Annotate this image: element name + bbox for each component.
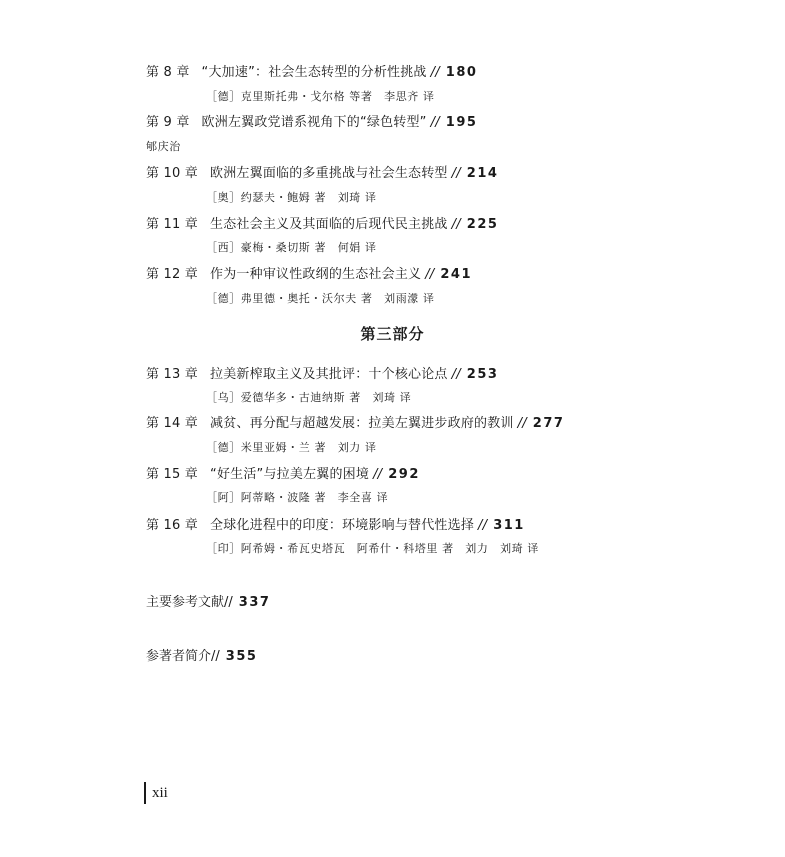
chapter-number: 第 11 章 [146, 217, 199, 232]
chapter-number: 第 15 章 [146, 467, 199, 482]
toc-entry-ch8 [146, 64, 477, 82]
page-number: 180 [445, 65, 478, 80]
page-separator: // [211, 649, 220, 664]
chapter-author: ［乌］爱德华多・古迪纳斯 著 刘琦 译 [206, 391, 412, 404]
page-separator: // [451, 166, 461, 181]
page-number: 253 [466, 367, 499, 382]
toc-entry-ch9 [146, 114, 477, 132]
chapter-author: ［德］弗里德・奥托・沃尔夫 著 刘雨濛 译 [206, 292, 435, 305]
page-separator: // [478, 518, 488, 533]
entry-title: 参著者简介 [146, 649, 212, 664]
toc-entry-ch15 [146, 466, 420, 484]
chapter-author: ［阿］阿蒂略・波隆 著 李全喜 译 [206, 491, 389, 504]
toc-entry-ch10 [146, 165, 498, 183]
toc-entry-ch14 [146, 415, 564, 433]
chapter-title: 减贫、再分配与超越发展：拉美左翼进步政府的教训 [210, 416, 514, 431]
page-number: 241 [440, 267, 473, 282]
folio-rule [144, 782, 146, 804]
toc-entry-ch16 [146, 517, 525, 535]
page-number: 214 [466, 166, 499, 181]
chapter-number: 第 14 章 [146, 416, 199, 431]
chapter-title: 作为一种审议性政纲的生态社会主义 [210, 267, 422, 282]
chapter-author: ［西］豪梅・桑切斯 著 何娟 译 [206, 241, 377, 254]
page-number: 311 [493, 518, 525, 533]
chapter-number: 第 13 章 [146, 367, 199, 382]
page-separator: // [517, 416, 527, 431]
page-number: 277 [532, 416, 565, 431]
chapter-title: 拉美新榨取主义及其批评：十个核心论点 [210, 367, 448, 382]
toc-entry-contributors [146, 648, 257, 666]
chapter-number: 第 10 章 [146, 166, 199, 181]
page-number: 337 [238, 595, 271, 610]
chapter-author: ［奥］约瑟夫・鲍姆 著 刘琦 译 [206, 191, 377, 204]
chapter-author: ［德］克里斯托弗・戈尔格 等著 李思齐 译 [206, 90, 435, 103]
page-separator: // [430, 65, 440, 80]
page-separator: // [451, 367, 461, 382]
page-separator: // [430, 115, 440, 130]
chapter-number: 第 9 章 [146, 115, 190, 130]
page-folio: xii [152, 785, 168, 801]
chapter-author: ［印］阿希姆・希瓦史塔瓦 阿希什・科塔里 著 刘力 刘琦 译 [206, 542, 539, 555]
page-separator: // [373, 467, 383, 482]
toc-entry-references [146, 594, 270, 612]
chapter-number: 第 16 章 [146, 518, 199, 533]
page-separator: // [451, 217, 461, 232]
chapter-number: 第 8 章 [146, 65, 190, 80]
toc-entry-ch11 [146, 216, 498, 234]
page-separator: // [425, 267, 435, 282]
part-heading: 第三部分 [360, 325, 425, 343]
chapter-title: 欧洲左翼面临的多重挑战与社会生态转型 [210, 166, 448, 181]
entry-title: 主要参考文献 [146, 595, 225, 610]
page-number: 225 [466, 217, 499, 232]
page-separator: // [224, 595, 233, 610]
chapter-title: “好生活”与拉美左翼的困境 [210, 467, 370, 482]
toc-entry-ch12 [146, 266, 472, 284]
chapter-number: 第 12 章 [146, 267, 199, 282]
page-number: 355 [225, 649, 258, 664]
toc-entry-ch13 [146, 366, 498, 384]
chapter-title: 全球化进程中的印度：环境影响与替代性选择 [210, 518, 475, 533]
chapter-title: “大加速”：社会生态转型的分析性挑战 [201, 65, 427, 80]
chapter-author: ［德］米里亚姆・兰 著 刘力 译 [206, 441, 377, 454]
chapter-title: 生态社会主义及其面临的后现代民主挑战 [210, 217, 448, 232]
page-number: 195 [445, 115, 478, 130]
chapter-author: 郇庆治 [146, 140, 181, 153]
chapter-title: 欧洲左翼政党谱系视角下的“绿色转型” [201, 115, 427, 130]
page-number: 292 [388, 467, 420, 482]
